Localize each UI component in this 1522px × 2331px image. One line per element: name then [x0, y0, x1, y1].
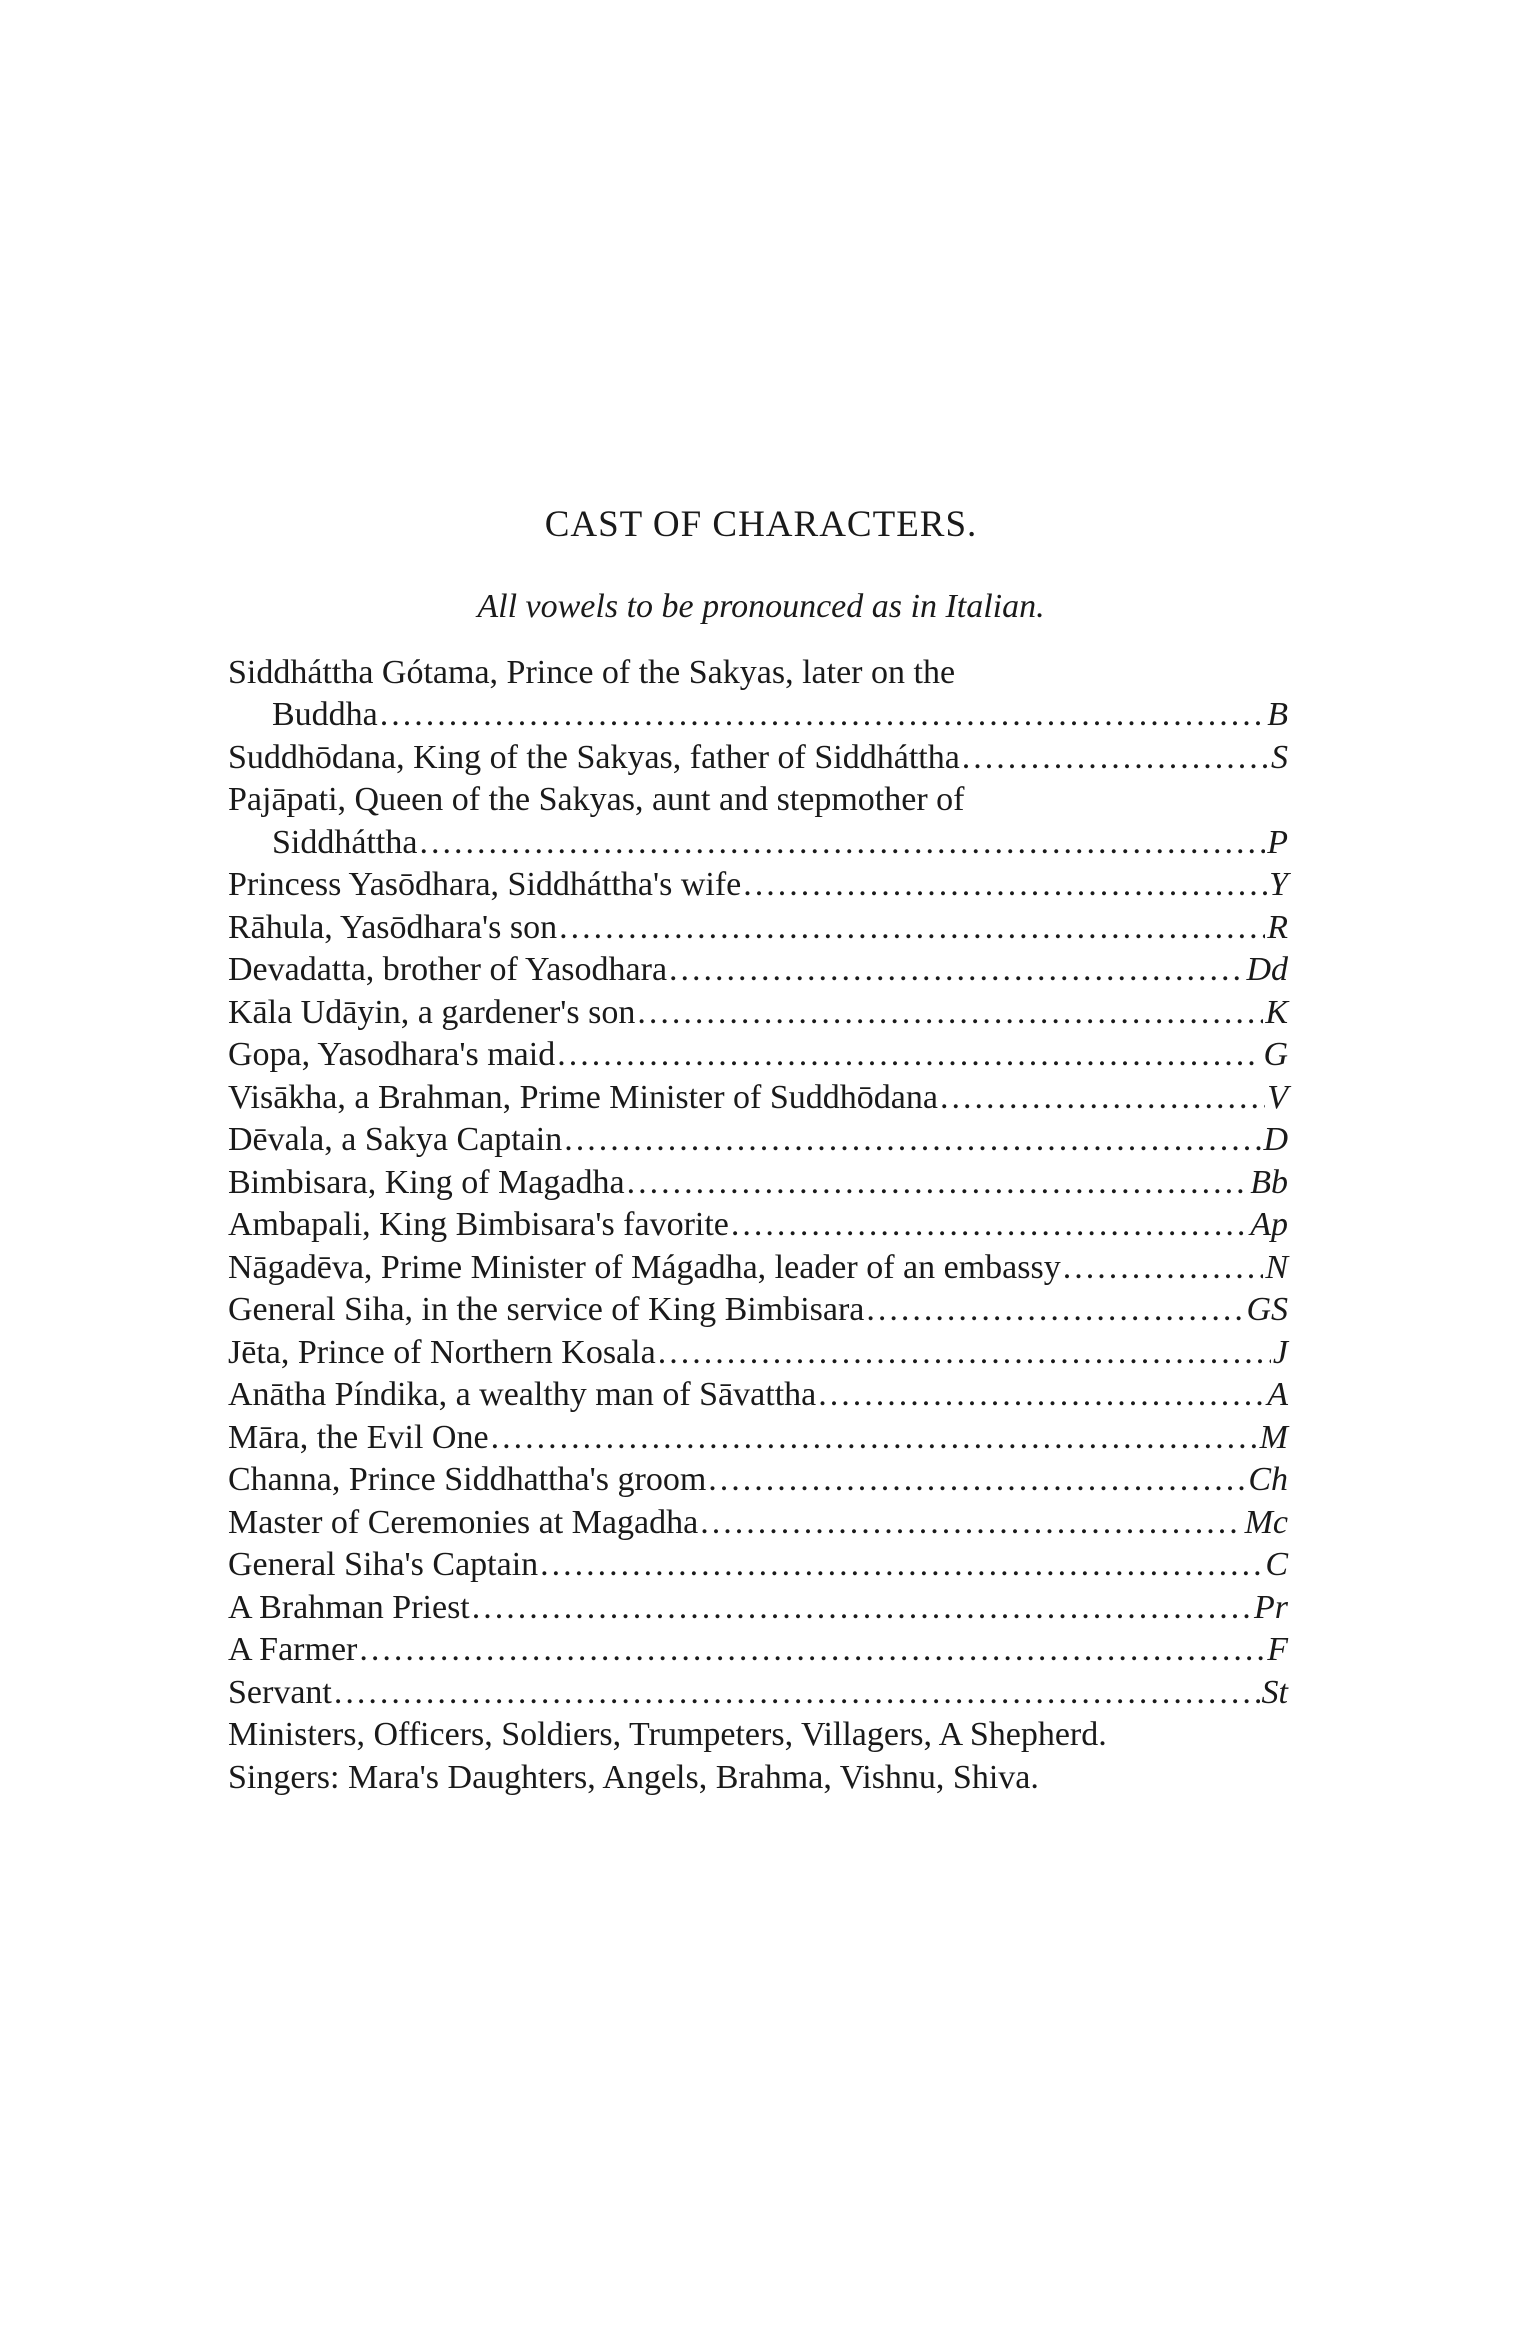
cast-name: Nāgadēva, Prime Minister of Mágadha, leader of an embassy — [228, 1248, 1061, 1286]
cast-abbreviation: Ch — [1248, 1461, 1288, 1498]
cast-name: Buddha — [272, 696, 378, 733]
cast-entry-line — [228, 775, 1288, 818]
dot-leader — [334, 1676, 1260, 1710]
cast-entry — [228, 1115, 1288, 1158]
cast-entry — [228, 1370, 1288, 1413]
cast-name: Suddhōdana, King of the Sakyas, father of Siddháttha — [228, 738, 960, 776]
cast-abbreviation: C — [1265, 1546, 1288, 1583]
extras-line — [228, 1752, 1288, 1795]
cast-name: Devadatta, brother of Yasodhara — [228, 951, 668, 988]
cast-entry — [228, 1582, 1288, 1625]
cast-entry — [228, 1200, 1288, 1243]
cast-entry — [228, 1030, 1288, 1073]
cast-entry — [228, 902, 1288, 945]
cast-entry — [228, 1540, 1288, 1583]
cast-abbreviation: S — [1271, 738, 1288, 776]
cast-abbreviation: V — [1267, 1078, 1288, 1116]
dot-leader — [419, 826, 1265, 860]
cast-entry — [228, 1497, 1288, 1540]
cast-abbreviation: Pr — [1254, 1588, 1288, 1626]
cast-entry — [228, 987, 1288, 1030]
dot-leader — [743, 868, 1267, 902]
dot-leader — [818, 1378, 1265, 1412]
cast-name: A Farmer — [228, 1631, 358, 1668]
dot-leader — [559, 911, 1265, 945]
cast-name: Māra, the Evil One — [228, 1418, 489, 1456]
cast-name: General Siha's Captain — [228, 1546, 539, 1583]
cast-name: Dēvala, a Sakya Captain — [228, 1121, 563, 1158]
cast-entry — [228, 1412, 1288, 1455]
cast-entry — [228, 690, 1288, 733]
cast-name: Jēta, Prince of Northern Kosala — [228, 1333, 656, 1371]
cast-abbreviation: G — [1263, 1036, 1288, 1073]
cast-entry — [228, 817, 1288, 860]
dot-leader — [731, 1208, 1248, 1242]
cast-entry — [228, 1455, 1288, 1498]
cast-name: Visākha, a Brahman, Prime Minister of Suddhōdana — [228, 1078, 938, 1116]
cast-entry-text: Siddháttha Gótama, Prince of the Sakyas, later on the — [228, 653, 956, 691]
cast-name: Master of Ceremonies at Magadha — [228, 1503, 699, 1541]
cast-name: Gopa, Yasodhara's maid — [228, 1036, 556, 1073]
cast-name: Servant — [228, 1673, 332, 1711]
cast-abbreviation: J — [1272, 1333, 1288, 1371]
cast-name: A Brahman Priest — [228, 1588, 470, 1626]
cast-abbreviation: Bb — [1250, 1163, 1288, 1201]
dot-leader — [708, 1463, 1246, 1497]
dot-leader — [700, 1506, 1242, 1540]
dot-leader — [557, 1038, 1261, 1072]
cast-entry — [228, 860, 1288, 903]
dot-leader — [658, 1336, 1271, 1370]
cast-entry — [228, 732, 1288, 775]
dot-leader — [359, 1633, 1265, 1667]
cast-entry-line — [228, 647, 1288, 690]
cast-list — [228, 647, 1288, 1795]
dot-leader — [940, 1081, 1265, 1115]
cast-entry — [228, 1157, 1288, 1200]
cast-name: General Siha, in the service of King Bimbisara — [228, 1291, 865, 1328]
dot-leader — [669, 953, 1244, 987]
pronunciation-note: All vowels to be pronounced as in Italian. — [477, 588, 1045, 625]
cast-entry-text: Pajāpati, Queen of the Sakyas, aunt and stepmother of — [228, 781, 965, 818]
dot-leader — [564, 1123, 1261, 1157]
cast-entry — [228, 945, 1288, 988]
cast-abbreviation: Y — [1269, 866, 1288, 903]
cast-entry — [228, 1242, 1288, 1285]
dot-leader — [1063, 1251, 1264, 1285]
dot-leader — [866, 1293, 1244, 1327]
cast-entry — [228, 1285, 1288, 1328]
extras-line — [228, 1710, 1288, 1753]
dot-leader — [491, 1421, 1258, 1455]
cast-name: Bimbisara, King of Magadha — [228, 1163, 625, 1201]
cast-entry — [228, 1327, 1288, 1370]
dot-leader — [540, 1548, 1263, 1582]
cast-abbreviation: P — [1267, 823, 1288, 861]
cast-abbreviation: St — [1261, 1673, 1288, 1711]
cast-abbreviation: Ap — [1250, 1206, 1288, 1243]
cast-name: Siddháttha — [272, 823, 418, 861]
dot-leader — [472, 1591, 1252, 1625]
cast-abbreviation: N — [1265, 1248, 1288, 1286]
cast-name: Anātha Píndika, a wealthy man of Sāvattha — [228, 1376, 817, 1413]
cast-name: Channa, Prince Siddhattha's groom — [228, 1461, 707, 1498]
cast-name: Kāla Udāyin, a gardener's son — [228, 993, 636, 1031]
cast-abbreviation: R — [1267, 908, 1288, 946]
extras-text: Ministers, Officers, Soldiers, Trumpeters, Villagers, A Shepherd. — [228, 1716, 1107, 1753]
dot-leader — [962, 741, 1269, 775]
cast-abbreviation: M — [1259, 1418, 1288, 1456]
cast-abbreviation: Dd — [1246, 951, 1288, 988]
cast-entry — [228, 1072, 1288, 1115]
dot-leader — [637, 996, 1263, 1030]
cast-abbreviation: D — [1263, 1121, 1288, 1158]
cast-entry — [228, 1667, 1288, 1710]
page-title: CAST OF CHARACTERS. — [544, 504, 978, 545]
cast-name: Ambapali, King Bimbisara's favorite — [228, 1206, 729, 1243]
cast-abbreviation: F — [1267, 1631, 1288, 1668]
dot-leader — [380, 698, 1265, 732]
cast-abbreviation: K — [1265, 993, 1288, 1031]
cast-name: Rāhula, Yasōdhara's son — [228, 908, 558, 946]
cast-name: Princess Yasōdhara, Siddháttha's wife — [228, 866, 742, 903]
cast-abbreviation: GS — [1246, 1291, 1288, 1328]
dot-leader — [627, 1166, 1249, 1200]
cast-abbreviation: Mc — [1244, 1503, 1288, 1541]
cast-abbreviation: B — [1267, 696, 1288, 733]
extras-text: Singers: Mara's Daughters, Angels, Brahma, Vishnu, Shiva. — [228, 1758, 1039, 1796]
cast-abbreviation: A — [1267, 1376, 1288, 1413]
cast-entry — [228, 1625, 1288, 1668]
